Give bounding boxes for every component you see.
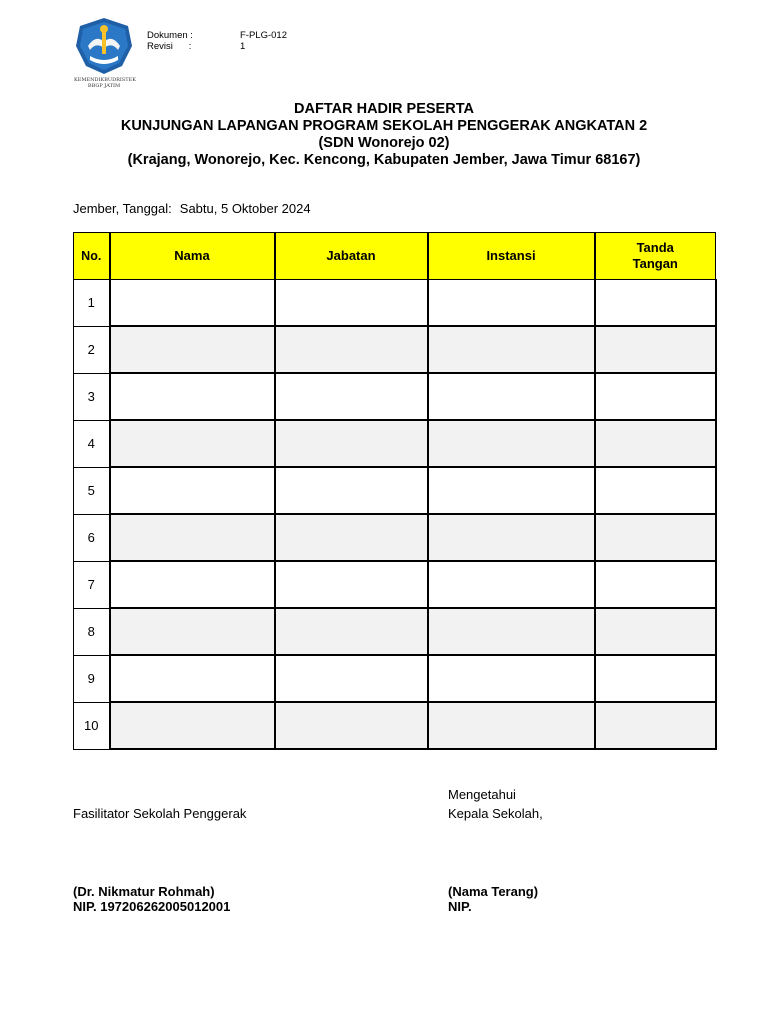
- right-intro: Mengetahui: [448, 787, 516, 802]
- tanda-tangan-cell[interactable]: [595, 420, 716, 467]
- page-title: [0, 101, 768, 169]
- jabatan-cell[interactable]: [275, 373, 428, 420]
- tanda-tangan-cell[interactable]: [595, 467, 716, 514]
- date-line: [73, 201, 311, 217]
- instansi-cell[interactable]: [428, 514, 595, 561]
- rev-value: 1: [240, 41, 246, 52]
- title-line-3: (SDN Wonorejo 02): [318, 135, 450, 151]
- nama-cell[interactable]: [110, 561, 275, 608]
- row-number: 8: [74, 608, 110, 655]
- jabatan-cell[interactable]: [275, 467, 428, 514]
- table-row: [74, 420, 716, 467]
- nama-cell[interactable]: [110, 373, 275, 420]
- right-signer-nip: NIP.: [448, 899, 472, 914]
- table-row: [74, 373, 716, 420]
- header-instansi: Instansi: [428, 233, 595, 280]
- table-row: [74, 655, 716, 702]
- nama-cell[interactable]: [110, 655, 275, 702]
- nama-cell[interactable]: [110, 467, 275, 514]
- row-number: 10: [74, 702, 110, 749]
- instansi-cell[interactable]: [428, 655, 595, 702]
- row-number: 2: [74, 326, 110, 373]
- document-meta: [147, 30, 287, 52]
- tanda-tangan-cell[interactable]: [595, 702, 716, 749]
- instansi-cell[interactable]: [428, 373, 595, 420]
- instansi-cell[interactable]: [428, 608, 595, 655]
- instansi-cell[interactable]: [428, 702, 595, 749]
- row-number: 9: [74, 655, 110, 702]
- instansi-cell[interactable]: [428, 467, 595, 514]
- row-number: 3: [74, 373, 110, 420]
- jabatan-cell[interactable]: [275, 561, 428, 608]
- date-label: Jember, Tanggal:: [73, 201, 172, 216]
- title-line-1: DAFTAR HADIR PESERTA: [294, 101, 474, 117]
- jabatan-cell[interactable]: [275, 326, 428, 373]
- jabatan-cell[interactable]: [275, 655, 428, 702]
- instansi-cell[interactable]: [428, 561, 595, 608]
- row-number: 1: [74, 280, 110, 327]
- table-row: [74, 514, 716, 561]
- table-row: [74, 561, 716, 608]
- nama-cell[interactable]: [110, 702, 275, 749]
- doc-value: F-PLG-012: [240, 30, 287, 41]
- nama-cell[interactable]: [110, 514, 275, 561]
- table-row: [74, 280, 716, 327]
- row-number: 7: [74, 561, 110, 608]
- nama-cell[interactable]: [110, 420, 275, 467]
- attendance-table: [73, 232, 717, 750]
- right-role: Kepala Sekolah,: [448, 806, 543, 821]
- title-line-4: (Krajang, Wonorejo, Kec. Kencong, Kabupaten Jember, Jawa Timur 68167): [127, 152, 641, 168]
- logo-caption: KEMENDIKBUDRISTEK BBGP JATIM: [74, 77, 137, 89]
- instansi-cell[interactable]: [428, 326, 595, 373]
- title-line-2: KUNJUNGAN LAPANGAN PROGRAM SEKOLAH PENGGERAK ANGKATAN 2: [120, 118, 648, 134]
- left-signer-nip: NIP. 197206262005012001: [73, 899, 231, 914]
- table-row: [74, 702, 716, 749]
- doc-label: Dokumen :: [147, 30, 193, 41]
- tanda-tangan-cell[interactable]: [595, 326, 716, 373]
- nama-cell[interactable]: [110, 326, 275, 373]
- jabatan-cell[interactable]: [275, 702, 428, 749]
- table-row: [74, 467, 716, 514]
- date-value: Sabtu, 5 Oktober 2024: [179, 201, 311, 216]
- left-role: Fasilitator Sekolah Penggerak: [73, 806, 247, 821]
- jabatan-cell[interactable]: [275, 514, 428, 561]
- instansi-cell[interactable]: [428, 280, 595, 327]
- jabatan-cell[interactable]: [275, 280, 428, 327]
- tanda-tangan-cell[interactable]: [595, 280, 716, 327]
- header-jabatan: Jabatan: [275, 233, 428, 280]
- tanda-tangan-cell[interactable]: [595, 561, 716, 608]
- row-number: 4: [74, 420, 110, 467]
- header-no: No.: [74, 233, 110, 280]
- jabatan-cell[interactable]: [275, 420, 428, 467]
- instansi-cell[interactable]: [428, 420, 595, 467]
- tanda-tangan-cell[interactable]: [595, 608, 716, 655]
- row-number: 6: [74, 514, 110, 561]
- tanda-tangan-cell[interactable]: [595, 373, 716, 420]
- row-number: 5: [74, 467, 110, 514]
- table-header-row: [74, 233, 716, 280]
- header-nama: Nama: [110, 233, 275, 280]
- nama-cell[interactable]: [110, 280, 275, 327]
- nama-cell[interactable]: [110, 608, 275, 655]
- table-row: [74, 608, 716, 655]
- rev-label: Revisi :: [147, 41, 192, 52]
- right-signer-name: (Nama Terang): [448, 884, 539, 899]
- tanda-tangan-cell[interactable]: [595, 514, 716, 561]
- header-tanda-tangan: Tanda Tangan: [595, 233, 716, 280]
- table-row: [74, 326, 716, 373]
- left-signer-name: (Dr. Nikmatur Rohmah): [73, 884, 215, 899]
- tanda-tangan-cell[interactable]: [595, 655, 716, 702]
- jabatan-cell[interactable]: [275, 608, 428, 655]
